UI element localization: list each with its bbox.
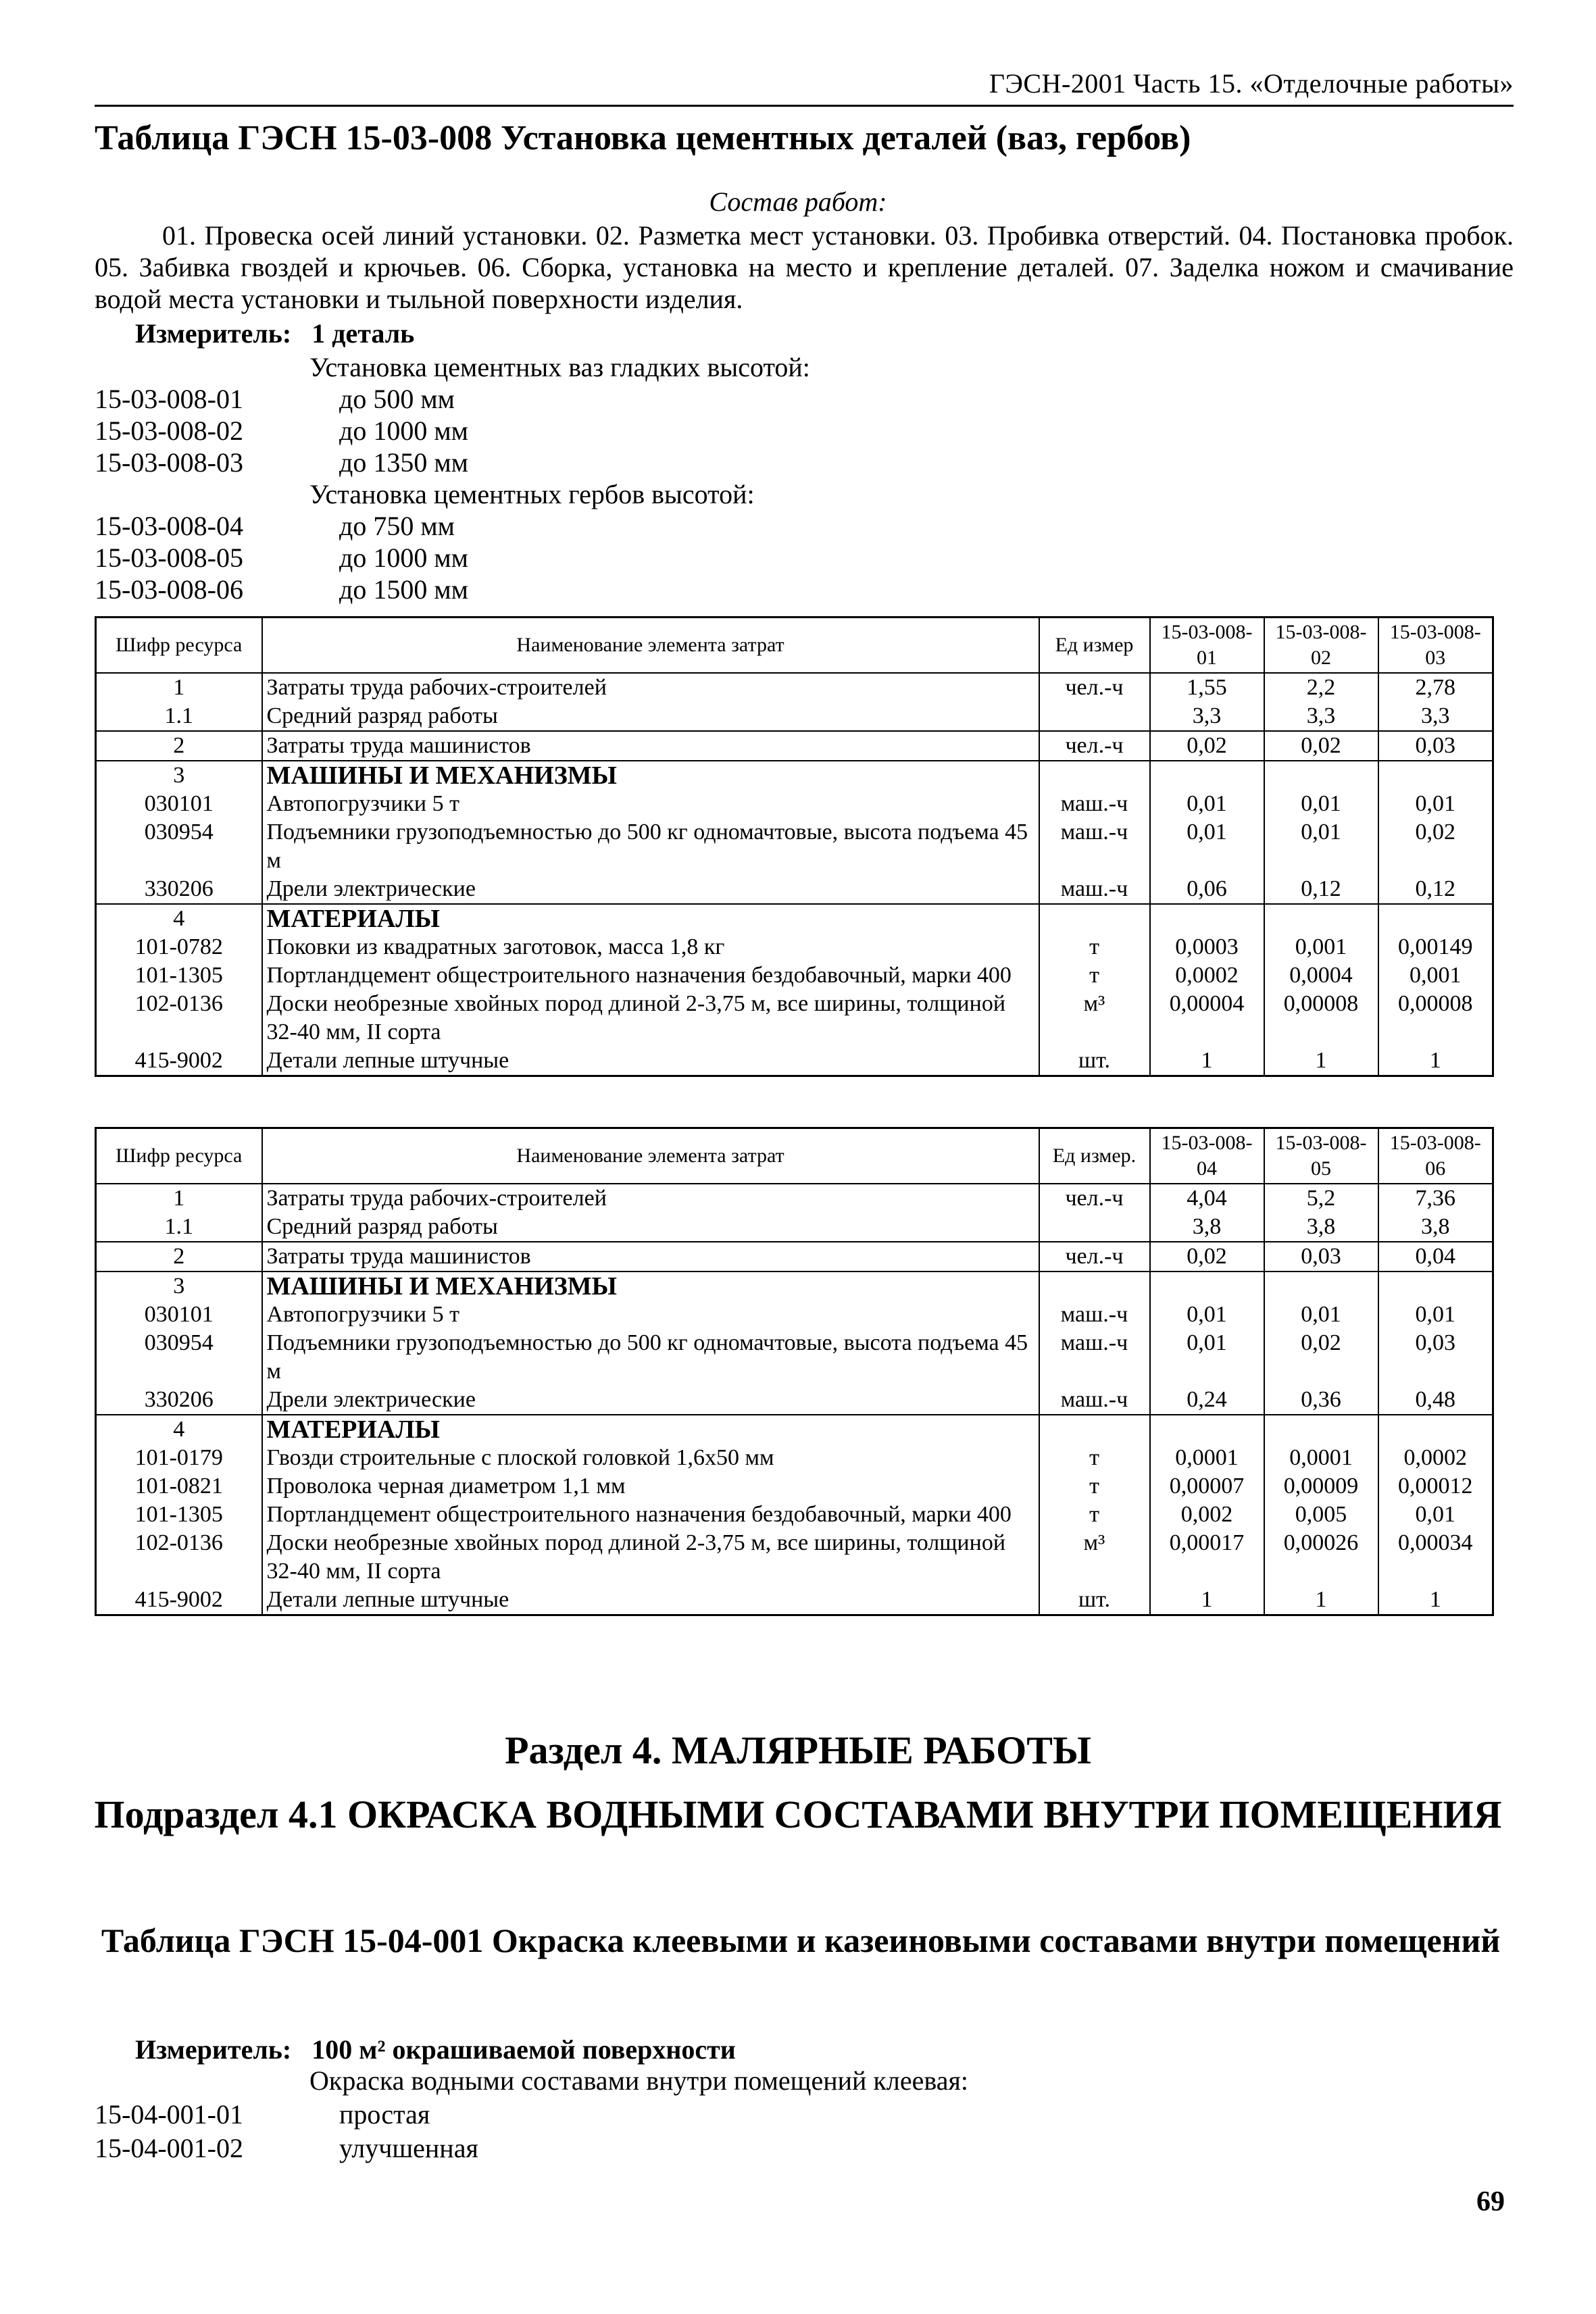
code: 15-03-008-01 [95, 384, 243, 414]
resource-value [1264, 1415, 1378, 1444]
resource-value: 0,0001 [1264, 1444, 1378, 1472]
code: 15-04-001-02 [95, 2133, 243, 2163]
resource-value: 0,02 [1150, 1242, 1264, 1272]
resource-value: 0,01 [1150, 790, 1264, 818]
resource-value: 0,001 [1378, 961, 1493, 990]
resource-row [96, 731, 1493, 761]
resource-value: 0,00149 [1378, 933, 1493, 961]
code: 15-03-008-05 [95, 543, 243, 573]
resource-unit: чел.-ч [1039, 673, 1150, 702]
resource-value: 0,02 [1264, 731, 1378, 761]
resource-row [96, 990, 1493, 1047]
resource-value [1150, 1415, 1264, 1444]
resource-name: МАТЕРИАЛЫ [262, 904, 1039, 933]
code-desc: до 500 мм [339, 384, 455, 414]
resource-value: 0,04 [1378, 1242, 1493, 1272]
resource-unit: т [1039, 1501, 1150, 1529]
resource-value: 0,48 [1378, 1386, 1493, 1415]
resource-unit: маш.-ч [1039, 818, 1150, 875]
resource-unit: м³ [1039, 990, 1150, 1047]
resource-value: 0,00026 [1264, 1529, 1378, 1586]
resource-row [96, 961, 1493, 990]
resource-value: 1 [1150, 1586, 1264, 1615]
resource-code: 030101 [96, 790, 262, 818]
code-desc: до 750 мм [339, 511, 455, 541]
resource-row [96, 1329, 1493, 1386]
resource-code: 101-1305 [96, 961, 262, 990]
resource-unit: т [1039, 961, 1150, 990]
resource-value: 0,02 [1150, 731, 1264, 761]
resource-value: 0,01 [1150, 818, 1264, 875]
resource-unit: чел.-ч [1039, 1184, 1150, 1213]
code: 15-03-008-03 [95, 447, 243, 478]
table-title: Таблица ГЭСН 15-03-008 Установка цементных деталей (ваз, гербов) [95, 119, 1191, 157]
resource-value: 3,8 [1150, 1213, 1264, 1242]
resource-name: Дрели электрические [262, 1386, 1039, 1415]
resource-name: Детали лепные штучные [262, 1586, 1039, 1615]
resource-value: 0,005 [1264, 1501, 1378, 1529]
resource-unit: шт. [1039, 1047, 1150, 1076]
resource-value: 0,00034 [1378, 1529, 1493, 1586]
running-header: ГЭСН-2001 Часть 15. «Отделочные работы» [989, 68, 1514, 99]
resource-value: 0,01 [1264, 818, 1378, 875]
resource-unit: шт. [1039, 1586, 1150, 1615]
resource-unit: т [1039, 1472, 1150, 1501]
measure-value: 1 деталь [311, 318, 415, 349]
resource-row [96, 702, 1493, 731]
resource-code: 102-0136 [96, 1529, 262, 1586]
resource-value: 0,001 [1264, 933, 1378, 961]
resource-code: 3 [96, 1272, 262, 1301]
resource-value: 0,12 [1264, 875, 1378, 904]
resource-name: МАТЕРИАЛЫ [262, 1415, 1039, 1444]
resource-row [96, 818, 1493, 875]
resource-value: 0,0004 [1264, 961, 1378, 990]
code-heading: Установка цементных гербов высотой: [309, 479, 755, 509]
resource-row [96, 790, 1493, 818]
resource-name: Затраты труда рабочих-строителей [262, 673, 1039, 702]
code-heading: Установка цементных ваз гладких высотой: [309, 352, 810, 382]
resource-code: 2 [96, 1242, 262, 1272]
measure-line [135, 318, 414, 349]
resource-value: 1,55 [1150, 673, 1264, 702]
resource-value: 0,002 [1150, 1501, 1264, 1529]
resource-code: 4 [96, 904, 262, 933]
resource-value: 0,0001 [1150, 1444, 1264, 1472]
measure-line-2 [135, 2034, 736, 2065]
resource-unit [1039, 702, 1150, 731]
header-col: 15-03-008-01 [1150, 618, 1264, 673]
resource-name: Подъемники грузоподъемностью до 500 кг одномачтовые, высота подъема 45 м [262, 818, 1039, 875]
resource-row [96, 1586, 1493, 1615]
resource-code: 4 [96, 1415, 262, 1444]
resource-unit [1039, 761, 1150, 790]
composition-label: Состав работ: [709, 186, 887, 217]
header-col: 15-03-008-06 [1378, 1128, 1493, 1184]
code-desc: до 1350 мм [339, 447, 468, 478]
resource-unit: м³ [1039, 1529, 1150, 1586]
resource-value: 0,03 [1378, 731, 1493, 761]
resource-name: Затраты труда машинистов [262, 731, 1039, 761]
resource-code: 3 [96, 761, 262, 790]
resource-name: Автопогрузчики 5 т [262, 1301, 1039, 1329]
code-heading: Окраска водными составами внутри помещений клеевая: [309, 2065, 968, 2096]
resource-name: Поковки из квадратных заготовок, масса 1,8 кг [262, 933, 1039, 961]
resource-value: 0,12 [1378, 875, 1493, 904]
resource-value [1150, 1272, 1264, 1301]
code: 15-03-008-06 [95, 574, 243, 605]
code-desc: до 1000 мм [339, 416, 468, 446]
header-unit: Ед измер [1039, 618, 1150, 673]
subsection-title: Подраздел 4.1 ОКРАСКА ВОДНЫМИ СОСТАВАМИ ВНУТРИ ПОМЕЩЕНИЯ [94, 1792, 1502, 1836]
resource-name: МАШИНЫ И МЕХАНИЗМЫ [262, 1272, 1039, 1301]
resource-value: 0,00017 [1150, 1529, 1264, 1586]
code-desc: до 1000 мм [339, 543, 468, 573]
resource-code: 1 [96, 1184, 262, 1213]
resource-value [1264, 761, 1378, 790]
resource-value: 0,03 [1378, 1329, 1493, 1386]
resource-unit [1039, 904, 1150, 933]
resource-code: 2 [96, 731, 262, 761]
resource-unit: маш.-ч [1039, 1301, 1150, 1329]
resource-name: Детали лепные штучные [262, 1047, 1039, 1076]
group-row [96, 1272, 1493, 1301]
resource-code: 415-9002 [96, 1586, 262, 1615]
header-col: 15-03-008-05 [1264, 1128, 1378, 1184]
resource-value: 3,3 [1150, 702, 1264, 731]
header-code: Шифр ресурса [96, 1128, 262, 1184]
resource-row [96, 1184, 1493, 1213]
group-row [96, 761, 1493, 790]
resource-unit: чел.-ч [1039, 731, 1150, 761]
resource-code: 030101 [96, 1301, 262, 1329]
resource-value [1378, 761, 1493, 790]
code-desc: до 1500 мм [339, 574, 468, 605]
resource-row [96, 673, 1493, 702]
header-col: 15-03-008-04 [1150, 1128, 1264, 1184]
resource-value: 3,3 [1378, 702, 1493, 731]
resource-value: 7,36 [1378, 1184, 1493, 1213]
resource-value: 0,0003 [1150, 933, 1264, 961]
resource-value [1378, 1415, 1493, 1444]
resource-value: 0,01 [1150, 1301, 1264, 1329]
resource-value: 0,01 [1150, 1329, 1264, 1386]
resource-value: 3,8 [1264, 1213, 1378, 1242]
section-title: Раздел 4. МАЛЯРНЫЕ РАБОТЫ [505, 1728, 1091, 1772]
resource-row [96, 933, 1493, 961]
resource-code: 1.1 [96, 1213, 262, 1242]
resource-name: Доски необрезные хвойных пород длиной 2-3,75 м, все ширины, толщиной 32-40 мм, II сорта [262, 1529, 1039, 1586]
resource-code: 030954 [96, 1329, 262, 1386]
group-row [96, 904, 1493, 933]
resource-code: 1.1 [96, 702, 262, 731]
group-row [96, 1415, 1493, 1444]
resource-row [96, 1529, 1493, 1586]
table-title-2: Таблица ГЭСН 15-04-001 Окраска клеевыми и казеиновыми составами внутри помещений [101, 1921, 1501, 1959]
code: 15-04-001-01 [95, 2099, 243, 2130]
code-desc: простая [339, 2099, 430, 2130]
page-number: 69 [1476, 2186, 1505, 2217]
resource-value: 0,0002 [1378, 1444, 1493, 1472]
resource-value: 0,06 [1150, 875, 1264, 904]
resource-value: 0,02 [1378, 818, 1493, 875]
resource-name: Затраты труда рабочих-строителей [262, 1184, 1039, 1213]
resource-value: 0,36 [1264, 1386, 1378, 1415]
resource-value: 3,3 [1264, 702, 1378, 731]
header-code: Шифр ресурса [96, 618, 262, 673]
resource-value: 2,2 [1264, 673, 1378, 702]
resource-value: 0,24 [1150, 1386, 1264, 1415]
resource-name: Средний разряд работы [262, 1213, 1039, 1242]
resource-unit [1039, 1272, 1150, 1301]
resource-value: 0,00009 [1264, 1472, 1378, 1501]
resource-value: 0,01 [1378, 1301, 1493, 1329]
resource-value: 5,2 [1264, 1184, 1378, 1213]
header-name: Наименование элемента затрат [262, 1128, 1039, 1184]
resource-name: Автопогрузчики 5 т [262, 790, 1039, 818]
resource-name: МАШИНЫ И МЕХАНИЗМЫ [262, 761, 1039, 790]
measure-value: 100 м² окрашиваемой поверхности [311, 2034, 736, 2065]
resource-name: Портландцемент общестроительного назначения бездобавочный, марки 400 [262, 961, 1039, 990]
resource-value [1378, 904, 1493, 933]
header-col: 15-03-008-02 [1264, 618, 1378, 673]
resource-unit [1039, 1415, 1150, 1444]
resource-value: 0,00012 [1378, 1472, 1493, 1501]
resource-value: 4,04 [1150, 1184, 1264, 1213]
resource-unit: маш.-ч [1039, 790, 1150, 818]
resource-code: 102-0136 [96, 990, 262, 1047]
resource-name: Доски необрезные хвойных пород длиной 2-3,75 м, все ширины, толщиной 32-40 мм, II сорта [262, 990, 1039, 1047]
resource-unit: т [1039, 1444, 1150, 1472]
resource-code: 101-0782 [96, 933, 262, 961]
resource-code: 1 [96, 673, 262, 702]
resource-row [96, 1242, 1493, 1272]
resource-unit [1039, 1213, 1150, 1242]
resource-row [96, 875, 1493, 904]
resource-value: 0,02 [1264, 1329, 1378, 1386]
resource-row [96, 1472, 1493, 1501]
resource-row [96, 1501, 1493, 1529]
header-col: 15-03-008-03 [1378, 618, 1493, 673]
header-name: Наименование элемента затрат [262, 618, 1039, 673]
resource-value: 0,00007 [1150, 1472, 1264, 1501]
resource-value: 0,01 [1264, 1301, 1378, 1329]
resource-value: 0,01 [1378, 790, 1493, 818]
resource-unit: чел.-ч [1039, 1242, 1150, 1272]
resource-code: 330206 [96, 1386, 262, 1415]
resource-value: 1 [1264, 1047, 1378, 1076]
header-unit: Ед измер. [1039, 1128, 1150, 1184]
resource-value: 0,00008 [1378, 990, 1493, 1047]
header-rule [95, 105, 1514, 107]
resource-value [1264, 1272, 1378, 1301]
measure-label: Измеритель: [135, 2034, 292, 2065]
resource-value: 1 [1150, 1047, 1264, 1076]
composition-text: 01. Провеска осей линий установки. 02. Разметка мест установки. 03. Пробивка отверстий. 04. Постановка пробок. 05. Забивка гвоздей и крючьев. 06. Сборка, установка на место и крепление деталей. 07. Заделка ножом и смачивание водой места установки и тыльной поверхности изделия. [95, 220, 1514, 314]
resource-name: Затраты труда машинистов [262, 1242, 1039, 1272]
resource-table-2 [95, 1127, 1494, 1616]
resource-code: 101-0179 [96, 1444, 262, 1472]
resource-value: 0,01 [1264, 790, 1378, 818]
resource-name: Дрели электрические [262, 875, 1039, 904]
code: 15-03-008-02 [95, 416, 243, 446]
resource-name: Подъемники грузоподъемностью до 500 кг одномачтовые, высота подъема 45 м [262, 1329, 1039, 1386]
resource-row [96, 1213, 1493, 1242]
resource-value: 0,01 [1378, 1501, 1493, 1529]
resource-unit: маш.-ч [1039, 1329, 1150, 1386]
resource-name: Средний разряд работы [262, 702, 1039, 731]
measure-label: Измеритель: [135, 318, 292, 349]
resource-value: 0,00008 [1264, 990, 1378, 1047]
resource-value [1378, 1272, 1493, 1301]
resource-name: Гвозди строительные с плоской головкой 1,6х50 мм [262, 1444, 1039, 1472]
resource-value: 1 [1378, 1047, 1493, 1076]
resource-value: 2,78 [1378, 673, 1493, 702]
resource-value: 0,03 [1264, 1242, 1378, 1272]
resource-row [96, 1047, 1493, 1076]
resource-value [1150, 761, 1264, 790]
resource-table-1 [95, 616, 1494, 1077]
resource-unit: т [1039, 933, 1150, 961]
resource-name: Проволока черная диаметром 1,1 мм [262, 1472, 1039, 1501]
resource-value [1150, 904, 1264, 933]
resource-unit: маш.-ч [1039, 1386, 1150, 1415]
resource-code: 101-0821 [96, 1472, 262, 1501]
resource-value: 3,8 [1378, 1213, 1493, 1242]
resource-row [96, 1386, 1493, 1415]
resource-value: 0,0002 [1150, 961, 1264, 990]
resource-code: 330206 [96, 875, 262, 904]
resource-value: 1 [1378, 1586, 1493, 1615]
resource-name: Портландцемент общестроительного назначения бездобавочный, марки 400 [262, 1501, 1039, 1529]
resource-code: 415-9002 [96, 1047, 262, 1076]
resource-code: 101-1305 [96, 1501, 262, 1529]
resource-code: 030954 [96, 818, 262, 875]
resource-value [1264, 904, 1378, 933]
resource-value: 0,00004 [1150, 990, 1264, 1047]
code-desc: улучшенная [339, 2133, 478, 2163]
resource-row [96, 1444, 1493, 1472]
resource-row [96, 1301, 1493, 1329]
code: 15-03-008-04 [95, 511, 243, 541]
resource-unit: маш.-ч [1039, 875, 1150, 904]
resource-value: 1 [1264, 1586, 1378, 1615]
